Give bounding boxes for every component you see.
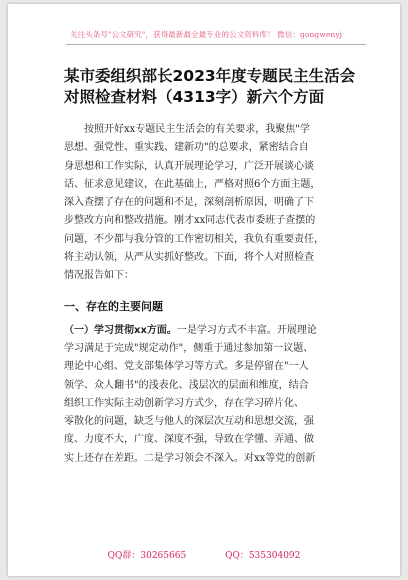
intro-line: 步整改方向和整改措施。刚才xx同志代表市委班子查摆的 [64, 215, 316, 227]
intro-line: 思想、强党性、重实践、建新功"的总要求，紧密结合自 [64, 142, 309, 154]
item-line: 组织工作实际主动创新学习方式少，存在学习碎片化、 [64, 397, 304, 409]
intro-paragraph [64, 121, 370, 286]
document-page [8, 4, 400, 576]
item-line: 学习满足于完成"规定动作"，侧重于通过参加第一议题、 [64, 342, 314, 354]
intro-line: 将主动认领，从严从实抓好整改。下面，将个人对照检查 [64, 252, 314, 264]
item-lead: （一）学习贯彻xx方面。 [64, 324, 177, 336]
intro-line: 话、征求意见建议，在此基础上，严格对照6个方面主题， [64, 178, 321, 190]
footer-qq: QQ：535304092 [225, 551, 301, 561]
intro-line: 情况报告如下： [64, 270, 134, 282]
document-title [64, 66, 364, 108]
item-line: 领学、众人翻书"的浅表化、浅层次的层面和维度，结合 [64, 379, 309, 391]
document-body [64, 121, 370, 468]
item-paragraph [64, 322, 370, 468]
title-line-1: 某市委组织部长2023年度专题民主生活会 [64, 67, 356, 85]
item-line: 实上还存在差距。二是学习领会不深入。对xx等党的创新 [64, 452, 316, 464]
intro-line: 按照开好xx专题民主生活会的有关要求，我聚焦"学 [64, 124, 310, 135]
intro-line: 深入查摆了存在的问题和不足，深刻剖析原因，明确了下 [64, 197, 314, 209]
footer-qq-group: QQ群：30265665 [107, 551, 187, 561]
section-heading: 一、存在的主要问题 [64, 299, 163, 313]
item-first-line-text: 一是学习方式不丰富。开展理论 [176, 324, 317, 336]
title-line-2: 对照检查材料（4313字）新六个方面 [64, 88, 325, 106]
item-line: 理论中心组、党支部集体学习等方式。多是停留在"一人 [64, 361, 309, 373]
item-line: 零散化的问题，缺乏与他人的深层次互动和思想交流，强 [64, 416, 314, 428]
intro-line: 身思想和工作实际，认真开展理论学习，广泛开展谈心谈 [64, 160, 314, 172]
header-divider [66, 44, 366, 45]
item-line: 度、力度不大，广度、深度不强，导致在学懂、弄通、做 [64, 434, 314, 446]
intro-line: 问题，不少都与我分管的工作密切相关，我负有重要责任， [64, 233, 324, 245]
header-note: 关注头条号"公文研究"，获得最新最全最专业的公文资料库！ 微信：gongwenyj [70, 30, 343, 39]
item-first-line [64, 322, 370, 340]
footer-contact [8, 548, 400, 561]
